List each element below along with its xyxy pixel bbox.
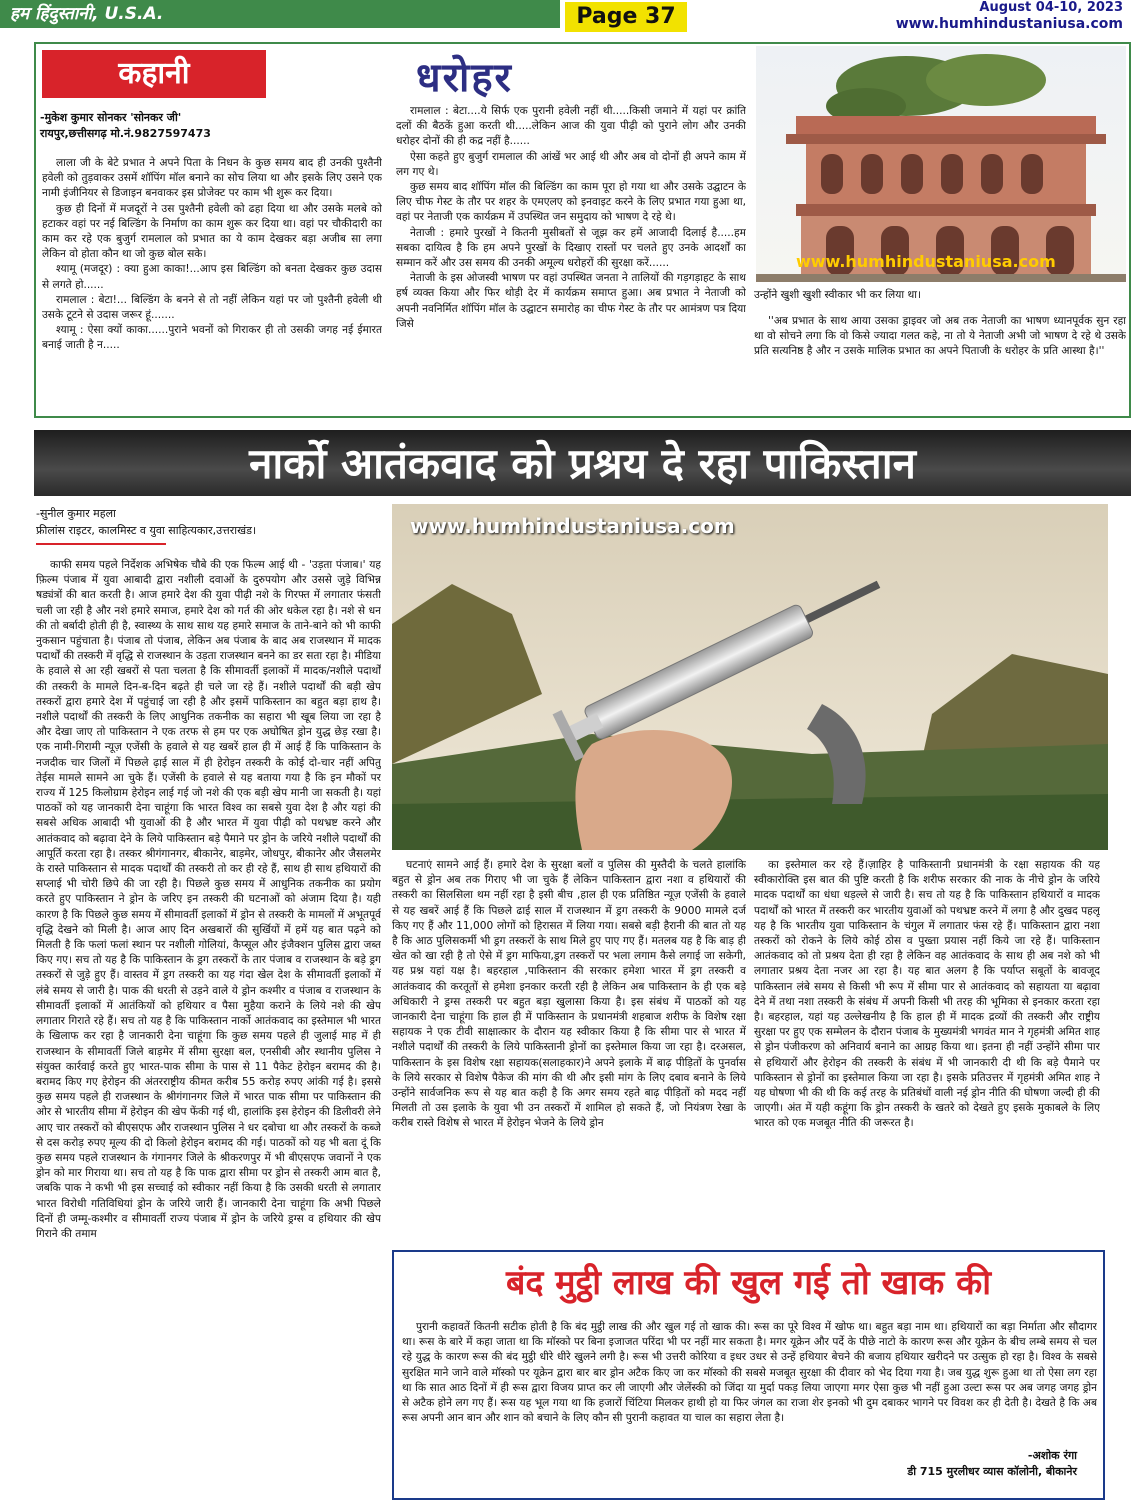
- article-author-profession: फ्रीलांस राइटर, कालमिस्ट व युवा साहित्यकार,उत्तराखंड।: [36, 524, 257, 537]
- byline-divider: [36, 543, 166, 545]
- paragraph: श्यामू : ऐसा क्यों काका......पुराने भवनों को गिराकर ही तो उसकी जगह नई ईमारत बनाई जाती है न.....: [42, 324, 382, 352]
- article-column-3: [754, 858, 1100, 1244]
- paper-name: हम हिंदुस्तानी, U.S.A.: [0, 0, 560, 28]
- paragraph: नेताजी के इस ओजस्वी भाषण पर वहां उपस्थित जनता ने तालियों की गड़गड़ाहट के साथ हर्ष व्यक्त किया और फिर थोड़ी देर में कार्यक्रम समाप्त हुआ। अब प्रभात ने नेताजी को अपनी नवनिर्मित शॉपिंग मॉल के उद्घाटन समारोह का चीफ गेस्ट के तौर पर आमंत्रण पत्र दिया जिसे: [396, 272, 746, 330]
- opinion-address: डी 715 मुरलीधर व्यास कॉलोनी, बीकानेर: [907, 1465, 1077, 1478]
- masthead: [0, 0, 1135, 40]
- article-column-2: [392, 858, 746, 1244]
- paragraph: ''अब प्रभात के साथ आया उसका ड्राइवर जो अब तक नेताजी का भाषण ध्यानपूर्वक सुन रहा था वो सोचने लगा कि वो किसे ज्यादा गलत कहे, ना तो ये नेताजी अभी जो भाषण दे रहे थे उसके प्रति सत्यनिष्ठ है और न उसके मालिक प्रभात का अपने पिताजी के धरोहर के प्रति आस्था है।'': [754, 315, 1126, 358]
- opinion-box: [392, 1250, 1105, 1500]
- section-label: कहानी: [42, 50, 266, 98]
- paragraph: घटनाएं सामने आई हैं। हमारे देश के सुरक्षा बलों व पुलिस की मुस्तैदी के चलते हालांकि बहुत से ड्रोन अब तक गिराए भी जा चुके हैं लेकिन पाकिस्तान द्वारा नशा व हथियारों की तस्करी का सिलसिला थम नहीं रहा है इसी बीच ,हाल ही एक प्रतिष्ठित न्यूज़ एजेंसी के हवाले से यह खबरें आई हैं कि पिछले ढाई साल में राजस्थान में ड्रग तस्करी के 9000 मामले दर्ज किए गए हैं और 11,000 लोगों को हिरासत में लिया गया। सबसे बड़ी हैरानी की बात तो यह है कि आठ पुलिसकर्मी भी ड्रग तस्करों के साथ मिले हुए पाए गए हैं। मतलब यह है कि बाड़ ही खेत को खा रही है तो ऐसे में ड्रग माफिया,ड्रग तस्करों पर भला लगाम कैसे लगाई जा सकेगी, यह प्रश्न यहां यक्ष है। बहरहाल ,पाकिस्तान की सरकार हमेशा भारत में ड्रग तस्करी व आतंकवाद की करतूतों से हमेशा इनकार करती रही है लेकिन अब पाकिस्तान के ही एक बड़े अधिकारी ने ड्रग्स तस्करी पर बहुत बड़ा खुलासा किया है। इस संबंध में पाठकों को यह जानकारी देना चाहूंगा कि हाल ही में पाकिस्तान के प्रधानमंत्री शहबाज शरीफ के विशेष रक्षा सहायक ने एक टीवी साक्षात्कार के दौरान यह स्वीकार किया है कि सीमा पार से भारत में नशीले पदार्थों की तस्करी के लिये पाकिस्तानी ड्रोनों का इस्तेमाल किया जा रहा है। दरअसल, पाकिस्तान के इस विशेष रक्षा सहायक(सलाहकार)ने अपने इलाके में बाढ़ पीड़ितों के पुनर्वास के लिये सरकार से विशेष पैकेज की मांग की थी और इसी मांग के लिए दबाव बनाने के लिये उन्होंने सार्वजनिक रूप से यह बात कही है कि अगर समय रहते बाढ़ पीड़ितों को मदद नहीं मिलती तो उस इलाके के युवा भी उन तस्करों में शामिल हो सकते हैं, जो नियंत्रण रेखा के करीब रास्ते विशेष से भारत में हेरोइन भेजने के लिये ड्रोन: [392, 859, 746, 1130]
- image-watermark: www.humhindustaniusa.com: [410, 514, 735, 538]
- issue-date: August 04-10, 2023: [979, 0, 1123, 15]
- story-section: [34, 42, 1131, 418]
- headline-banner: [34, 430, 1131, 496]
- paragraph: श्यामू (मजदूर) : क्या हुआ काका!...आप इस बिल्डिंग को बनता देखकर कुछ उदास से लगते हो......: [42, 263, 382, 291]
- story-title: धरोहर: [416, 55, 513, 101]
- story-column-3-lead: उन्होंने खुशी खुशी स्वीकार भी कर लिया था।: [754, 289, 921, 301]
- article-author: -सुनील कुमार महला: [36, 507, 116, 520]
- syringe-rifle-image: [392, 504, 1108, 850]
- paragraph: कुछ समय बाद शॉपिंग मॉल की बिल्डिंग का काम पूरा हो गया था और उसके उद्घाटन के लिए चीफ गेस्ट के तौर पर शहर के एमएलए को इनवाइट करने के लिए प्रभात गया हुआ था, वहां पर नेताजी एक कार्यक्रम में उपस्थित जन समुदाय को भाषण दे रहे थे।: [396, 181, 746, 224]
- opinion-author: -अशोक रंगा: [1027, 1449, 1077, 1462]
- photo-watermark: www.humhindustaniusa.com: [796, 252, 1056, 271]
- haveli-photo: [756, 46, 1126, 282]
- story-column-2: [396, 104, 746, 414]
- opinion-body: [402, 1320, 1097, 1446]
- paragraph: ऐसा कहते हुए बुजुर्ग रामलाल की आंखें भर आई थी और अब वो दोनों ही अपने काम में लग गए थे।: [396, 150, 746, 178]
- paragraph: लाला जी के बेटे प्रभात ने अपने पिता के निधन के कुछ समय बाद ही उनकी पुश्तैनी हवेली को तुड़वाकर उसमें शॉपिंग मॉल बनाने का सोच लिया था और इसके लिए उसने एक नामी इंजीनियर से डिजाइन बनवाकर इस प्रोजेक्ट पर काम भी शुरू कर दिया।: [42, 157, 382, 200]
- paragraph: नेताजी : हमारे पुरखों ने कितनी मुसीबतों से जूझ कर हमें आजादी दिलाई है.....हम सबका दायित्व है कि हम अपने पुरखों के दिखाए रास्तों पर चलते हुए उनके आदर्शों का सम्मान करें और उस समय की उनकी अमूल्य धरोहरों की सुरक्षा करें......: [396, 226, 746, 270]
- story-author-location: रायपुर,छत्तीसगढ़ मो.नं.9827597473: [40, 127, 211, 140]
- opinion-title: बंद मुट्ठी लाख की खुल गई तो खाक की: [505, 1263, 992, 1303]
- paragraph: का इस्तेमाल कर रहे हैं।ज़ाहिर है पाकिस्तानी प्रधानमंत्री के रक्षा सहायक की यह स्वीकारोक्ति इस बात की पुष्टि करती है कि शरीफ सरकार की नाक के नीचे ड्रोन के जरिये मादक पदार्थों का धंधा धड़ल्ले से जारी है। सच तो यह है कि पाकिस्तान हथियारों व मादक पदार्थों को भारत में तस्करी कर भारतीय युवाओं को पथभ्रष्ट करने में लगा है और दुखद पहलू यह है कि भारतीय युवा पाकिस्तान के चंगुल में लगातार फंस रहे हैं। पाकिस्तान द्वारा नशा तस्करों को रोकने के लिये कोई ठोस व पुख्ता प्रयास नहीं किये जा रहे हैं। पाकिस्तान आतंकवाद को तो प्रश्रय देता ही रहा है लेकिन वह आतंकवाद के साथ ही अब नशे को भी लगातार प्रश्रय देता नजर आ रहा है। यह बात अलग है कि पर्याप्त सबूतों के बावजूद पाकिस्तान लंबे समय से किसी भी रूप में सीमा पार से आतंकवाद को सहायता या बढ़ावा देने में तथा नशा तस्करी के संबंध में अपनी किसी भी तरह की भूमिका से इनकार करता रहा है। बहरहाल, यहां यह उल्लेखनीय है कि हाल ही में मादक द्रव्यों की तस्करी और राष्ट्रीय सुरक्षा पर हुए एक सम्मेलन के दौरान पंजाब के मुख्यमंत्री भगवंत मान ने गृहमंत्री अमित शाह से ड्रोन पंजीकरण को अनिवार्य बनाने का आग्रह किया था। इतना ही नहीं उन्होंने सीमा पार से हथियारों और हेरोइन की तस्करी के संबंध में भी जानकारी दी थी कि बड़े पैमाने पर पाकिस्तान से ड्रोनों का इस्तेमाल किया जा रहा है। इसके प्रतिउत्तर में गृहमंत्री अमित शाह ने यह घोषणा भी की थी कि कई तरह के प्रतिबंधों वाली नई ड्रोन नीति की घोषणा जल्दी ही की जाएगी। अंत में यही कहूंगा कि ड्रोन तस्करी के खतरे को देखते हुए इसके मुकाबले के लिए भारत को एक मजबूत नीति की जरूरत है।: [754, 859, 1100, 1130]
- paragraph: कुछ ही दिनों में मजदूरों ने उस पुश्तैनी हवेली को ढहा दिया था और उसके मलबे को हटाकर वहां पर नई बिल्डिंग के निर्माण का काम शुरू कर दिया था। वहां पर चौकीदारी का काम कर रहे एक बुजुर्ग रामलाल को प्रभात का ये काम देखकर बड़ा अजीब सा लगा लेकिन वो होता कौन था जो कुछ बोल सके।: [42, 202, 382, 261]
- article-headline: नार्को आतंकवाद को प्रश्रय दे रहा पाकिस्तान: [249, 439, 916, 488]
- paragraph: रामलाल : बेटा....ये सिर्फ एक पुरानी हवेली नहीं थी.....किसी जमाने में यहां पर क्रांति दलों की बैठकें हुआ करती थी.....लेकिन आज की युवा पीढ़ी को पुराने लोग और उनकी धरोहर दोनों की ही कद्र नहीं है......: [396, 105, 746, 148]
- page-number: Page 37: [565, 2, 687, 32]
- story-author: -मुकेश कुमार सोनकर 'सोनकर जी': [40, 111, 182, 124]
- paragraph: पुरानी कहावतें कितनी सटीक होती है कि बंद मुट्ठी लाख की और खुल गई तो खाक की। रूस का पूरे विश्व में खोफ था। बहुत बड़ा नाम था। हथियारों का बड़ा निर्माता और सौदागर था। रूस के बारे में कहा जाता था कि मॉस्को पर बिना इजाजत परिंदा भी पर नहीं मार सकता है। मगर यूक्रेन और पर्दे के पीछे नाटो के कारण रूस और यूक्रेन के बीच लम्बे समय से चल रहे युद्ध के कारण रूस की बंद मुट्ठी धीरे धीरे खुलने लगी है। रूस भी उत्तरी कोरिया व इधर उधर से उन्हें हथियार बेचने की बजाय हथियार खरीदने पर उत्सुक हो रहा है। विश्व के सबसे सुरक्षित माने जाने वाले मॉस्को पर यूक्रेन द्वारा बार बार ड्रोन अटैक किए जा कर मॉस्को की सबसे मजबूत सुरक्षा की दीवार को भेद दिया गया है। जब युद्ध शुरू हुआ था तो ऐसा लग रहा था कि सात आठ दिनों में ही रूस द्वारा विजय प्राप्त कर ली जाएगी और जेलेंस्की को जिंदा या मुर्दा पकड़ लिया जाएगा मगर ऐसा कुछ भी नहीं हुआ उल्टा रूस पर अब जगह जगह ड्रोन से अटैक होने लग गए हैं। रूस यह भूल गया था कि हजारों चिंटिया मिलकर हाथी हो या फिर जंगल का राजा शेर इनको भी दुम दबाकर भागने पर विवश कर ही देती है। देखते है कि अब रूस अपनी आन बान और शान को बचाने के लिए कौन सी पुरानी कहावत या चाल का सहारा लेता है।: [402, 1321, 1097, 1425]
- paragraph: काफी समय पहले निर्देशक अभिषेक चौबे की एक फिल्म आई थी - 'उड़ता पंजाब।' यह फ़िल्म पंजाब में युवा आबादी द्वारा नशीली दवाओं के दुरुपयोग और उससे जुड़े विभिन्न षड्यंत्रों की बात करती है। आज हमारे देश की युवा पीढ़ी नशे के गिरफ्त में लगातार फंसती चली जा रही है और नशे हमारे समाज, हमारे देश को गर्त की ओर धकेल रहा है। नशे से धन की तो बर्बादी होती ही है, स्वास्थ्य के साथ साथ यह हमारे समाज के ताने-बाने को भी काफी नुकसान पहुंचाता है। पंजाब तो पंजाब, लेकिन अब पंजाब के बाद अब राजस्थान में मादक पदार्थों की तस्करी में वृद्धि से राजस्थान के उड़ता राजस्थान बनने का डर सता रहा है। मीडिया के हवाले से आ रही खबरों से पता चलता है कि सीमावर्ती इलाकों में मादक/नशीले पदार्थों की तस्करी के मामले दिन-ब-दिन बढ़ते ही चले जा रहे हैं। नशीले पदार्थों की बड़ी खेप तस्करों द्वारा हमारे देश में पहुंचाई जा रही है और इसमें पाकिस्तान का बहुत बड़ा हाथ है। नशीले पदार्थों की तस्करी के लिए आधुनिक तकनीक का सहारा भी खूब लिया जा रहा है और देखा जाए तो पाकिस्तान ने एक तरफ से हम पर एक अघोषित ड्रोन युद्ध छेड़ रखा है। एक नामी-गिरामी न्यूज़ एजेंसी के हवाले से यह खबरें हाल ही में आई हैं कि पाकिस्तान के नजदीक चार जिलों में पिछले ढ़ाई साल में ही हेरोइन तस्करी के कोई दो-चार नहीं अपितु तेईस मामले सामने आ चुके हैं। एजेंसी के हवाले से यह बताया गया है कि इन मौकों पर राज्य में 125 किलोग्राम हेरोइन लाई गई जो नशे की एक बड़ी खेप मानी जा सकती है। यहां पाठकों को यह जानकारी देना चाहूंगा कि भारत विश्व का सबसे युवा देश है और यहां की सबसे अधिक आबादी भी युवाओं की है और भारत में युवा पीढ़ी को पथभ्रष्ट करने और आतंकवाद को बढ़ावा देने के लिये पाकिस्तान बड़े पैमाने पर ड्रोन के जरिये नशीले पदार्थों की आपूर्ति करता रहा है। तस्कर श्रीगंगानगर, बीकानेर, बाड़मेर, जोधपुर, बीकानेर और जैसलमेर के रास्ते पाकिस्तान से मादक पदार्थों की तस्करी तो कर ही रहे हैं, साथ ही साथ हथियारों की सप्लाई भी चोरी छिपे की जा रही है। पिछले कुछ समय में आधुनिक तकनीक का प्रयोग करते हुए पाकिस्तान ने ड्रोन के जरिए इन तस्करी की घटनाओं को अंजाम दिया है। यही कारण है कि पिछले कुछ समय में सीमावर्ती इलाकों में ड्रोन से तस्करी के मामलों में अभूतपूर्व वृद्धि देखने को मिली है। आज आए दिन अखबारों की सुर्खियों में हमें यह बात पढ़ने को मिलती है कि फलां फलां स्थान पर नशीली गोलियां, कैप्सूल और इंजैक्शन पुलिस द्वारा जब्त किए गए। सच तो यह है कि पाकिस्तान के ड्रग तस्करों के तार पंजाब व राजस्थान के बड़े ड्रग तस्करों से जुड़े हुए हैं। वास्तव में ड्रग तस्करी का यह गंदा खेल देश के सीमावर्ती इलाकों में लंबे समय से जारी है। पाक की धरती से उड़ने वाले ये ड्रोन कश्मीर व पंजाब व राजस्थान के सीमावर्ती इलाकों में आतंकियों को हथियार व पैसा मुहैया कराने के लिये नशे की खेप लगातार गिराते रहे हैं। सच तो यह है कि पाकिस्तान नार्को आतंकवाद का इस्तेमाल भी भारत के खिलाफ कर रहा है जानकारी देना चाहूंगा कि कुछ समय पहले ही जुलाई माह में ही राजस्थान के सीमावर्ती जिले बाड़मेर में सीमा सुरक्षा बल, एनसीबी और स्थानीय पुलिस ने संयुक्त कार्रवाई करते हुए भारत-पाक सीमा के पास से 11 पैकेट हेरोइन बरामद की है। बरामद किए गए हेरोइन की अंतरराष्ट्रीय कीमत करीब 55 करोड़ रुपए आंकी गई है। इससे कुछ समय पहले ही राजस्थान के श्रीगंगानगर जिले में भारत पाक सीमा पर पाकिस्तान की ओर से भारतीय सीमा में हेरोइन की खेप फेंकी गई थी, हालांकि इस हेरोइन की डिलीवरी लेने आए चार तस्करों को बीएसएफ और राजस्थान पुलिस ने धर दबोचा था और तस्करों के कब्जे से दस करोड़ रुपए मूल्य की दो किलो हेरोइन बरामद की गई। पाठकों को यह भी बता दूं कि कुछ समय पहले राजस्थान के गंगानगर जिले के श्रीकरणपुर में भी बीएसएफ जवानों ने एक ड्रोन को मार गिराया था। सच तो यह है कि पाक द्वारा सीमा पर ड्रोन से तस्करी आम बात है, जबकि पाक ने कभी भी इस सच्चाई को स्वीकार नहीं किया है कि उसकी धरती से लगातार भारत विरोधी गतिविधियां ड्रोन के जरिये जारी हैं। जानकारी देना चाहूंगा कि अभी पिछले दिनों ही जम्मू-कश्मीर व सीमावर्ती राज्य पंजाब में ड्रोन के जरिये ड्रग्स व हथियार की खेप गिराने की तमाम: [36, 559, 381, 1240]
- paragraph: रामलाल : बेटा!... बिल्डिंग के बनने से तो नहीं लेकिन यहां पर जो पुश्तैनी हवेली थी उसके टूटने से उदास जरूर हूं.......: [42, 293, 382, 322]
- story-column-3: [754, 314, 1126, 414]
- website-link[interactable]: www.humhindustaniusa.com: [895, 16, 1123, 32]
- article-column-1: [36, 558, 381, 1502]
- story-column-1: [42, 156, 382, 414]
